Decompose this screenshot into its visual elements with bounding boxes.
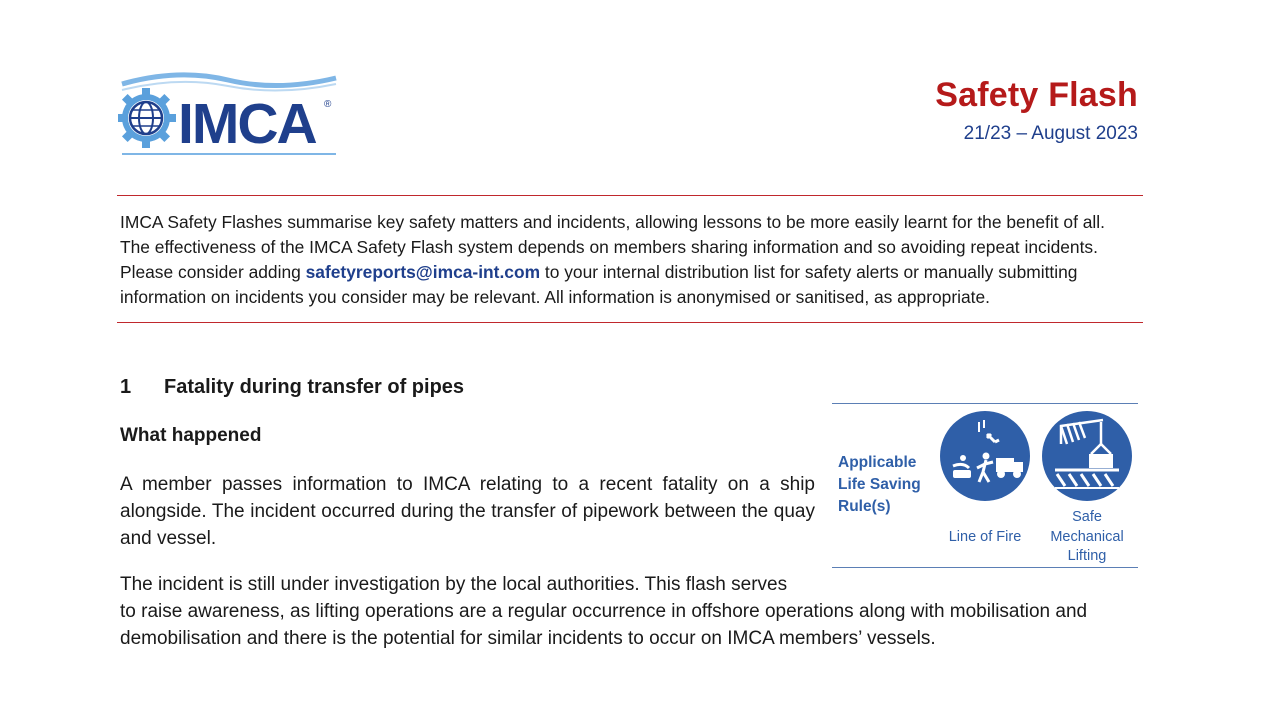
section-title: Fatality during transfer of pipes	[164, 376, 465, 398]
what-happened-heading: What happened	[120, 425, 262, 446]
svg-text:®: ®	[324, 99, 332, 110]
intro-line-4: information on incidents you consider may be relevant. All information is anonymised or sanitised, as appropriate.	[120, 287, 990, 307]
lsr-label-line-2: Life Saving	[838, 476, 921, 493]
intro-line-3	[120, 260, 1142, 285]
life-saving-rules-label	[838, 452, 938, 518]
intro-line-3-end: to your internal distribution list for safety alerts or manually submitting	[540, 262, 1078, 282]
paragraph-2-line-2: to raise awareness, as lifting operations are a regular occurrence in offshore operations along with mobilisation and	[120, 601, 1088, 622]
safety-reports-email-link[interactable]: safetyreports@imca-int.com	[305, 262, 541, 282]
incident-paragraph-2	[120, 571, 1142, 652]
intro-line-3-start: Please consider adding	[120, 262, 306, 282]
paragraph-2-line-1: The incident is still under investigation by the local authorities. This flash serves	[120, 574, 788, 595]
line-of-fire-caption: Line of Fire	[948, 529, 1022, 545]
caption-line-3: Lifting	[1067, 548, 1107, 564]
intro-line-1: IMCA Safety Flashes summarise key safety matters and incidents, allowing lessons to be more easily learnt for the benefit of all.	[120, 212, 1105, 232]
lsr-label-line-3: Rule(s)	[838, 498, 891, 515]
caption-line-2: Mechanical	[1050, 528, 1124, 545]
life-saving-rules-box	[832, 403, 1138, 568]
safe-mechanical-lifting-icon	[1041, 410, 1133, 502]
intro-line-2: The effectiveness of the IMCA Safety Flash system depends on members sharing information and so avoiding repeat incidents.	[120, 237, 1098, 257]
incident-paragraph-1: A member passes information to IMCA relating to a recent fatality on a ship alongside. The incident occurred during the transfer of pipework between the quay and vessel.	[120, 474, 815, 549]
lsr-label-line-1: Applicable	[838, 454, 917, 471]
divider-bottom	[117, 322, 1143, 323]
issue-date: 21/23 – August 2023	[963, 123, 1138, 144]
section-number: 1	[120, 376, 132, 398]
logo-wordmark: IMCA	[178, 92, 316, 156]
line-of-fire-icon	[939, 410, 1031, 502]
safe-mechanical-lifting-caption	[1037, 508, 1137, 567]
divider-top	[117, 195, 1143, 196]
paragraph-2-line-3: demobilisation and there is the potential for similar incidents to occur on IMCA members’ vessels.	[120, 628, 936, 649]
intro-paragraph	[120, 210, 1142, 310]
imca-logo	[118, 70, 340, 162]
caption-line-1: Safe	[1072, 509, 1102, 525]
document-title: Safety Flash	[935, 76, 1138, 114]
section-heading	[120, 376, 464, 399]
